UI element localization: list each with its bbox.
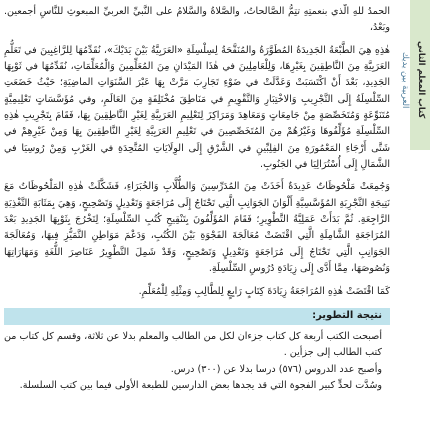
paragraph-opening: الحمدُ للهِ الَّذي بنعمتِهِ تتِمُّ الصَّالحاتُ، والصَّلاةُ والسَّلامُ على النَّبيِّ العربيِّ المبعوثِ للنَّاسِ أجمعين. وبَعْدُ، xyxy=(4,6,390,34)
results-list xyxy=(4,329,390,394)
results-item: وسُدَّت لحدٍّ كبير الفجوة التي قد يجدها بعض الدارسين للطبعة الأولى فيما بين كتب السلسلة. xyxy=(19,379,382,391)
results-section-header xyxy=(4,308,390,325)
paragraph-introduction: هٰذِهِ هِيَ الطَّبْعَةُ الجَدِيدَةُ المُطَوَّرَةُ والمُنَقَّحَةُ لِسِلْسِلَةِ «العَرَبِيَّةُ بَيْنَ يَدَيْكَ»، نُقَدِّمُهَا لِلرَّاغِبِينَ في تَعَلُّمِ العَرَبِيَّةِ مِنَ النَّاطِقِينَ بِغَيْرِهَا، وَلِلْعَامِلِينَ في هٰذَا المَيْدَانِ مِنَ المُعَلِّمِينَ وَالْمُعَلِّمَاتِ، نُقَدِّمُهَا في ثَوْبِهَا الجَدِيدِ، بَعْدَ أَنْ اكْتَسَبَتْ وَعَدَّلَتْ في ضَوْءِ تَجَارِبَ مَرَّتْ بِهَا عَبْرَ السَّنَوَاتِ الماضِيَةِ؛ حَيْثُ خَضَعَتِ السِّلْسِلَةُ إِلَى التَّجْرِيبِ وَالاخْتِبَارِ وَالتَّقْوِيمِ في مَنَاطِقَ مُخْتَلِفَةٍ مِنَ العَالَمِ، وفي مُؤَسَّسَاتٍ تَعْلِيمِيَّةٍ مُتَنَوِّعَةٍ وَمُتَخَصِّصَةٍ مِنْ جَامِعَاتٍ وَمَعَاهِدَ وَمَرَاكِزَ لِتَعْلِيمِ العَرَبِيَّةِ لِغَيْرِ النَّاطِقِينَ بِهَا، فَقَامَ بِتَجْرِيبِ هٰذِهِ السِّلْسِلَةِ مُؤَلِّفُوهَا وَغَيْرُهُمْ مِنَ المُتَخَصِّصِينَ في تَعْلِيمِ العَرَبِيَّةِ لِغَيْرِ النَّاطِقِينَ بِهَا وَمِنْ غَيْرِهِمْ في شَتَّى أَرْجَاءِ المَعْمُورَةِ مِنَ الفِلِبِّينِ في الشَّرْقِ إِلَى الوِلَايَاتِ المُتَّحِدَةِ في الغَرْبِ وَمِنْ رُوسِيَا في الشَّمَالِ إِلَى أُسْتُرَالِيَا في الجَنُوبِ. xyxy=(4,44,390,171)
side-series-label: العربية بين يديك xyxy=(400,51,410,109)
results-item: وأصبح عدد الدروس (٥٧٦) درسا بدلا عن (٣٠٠) درس. xyxy=(170,363,382,375)
results-title: نتيجة التطوير: xyxy=(312,310,382,322)
paragraph-feedback: وَجُمِعَتْ مَلْحُوظَاتٌ عَدِيدَةٌ أَخَذَتْ مِنَ المُدَرِّسِينَ وَالطُّلَّابِ وَالخُبَرَاءِ، فَشَكَّلَتْ هٰذِهِ المَلْحُوظَاتُ مَعَ نَتِيجَةِ التَّجْرِبَةِ المُؤَسَّسِيَّةِ أَلْوَانَ الجَوَانِبِ الَّتِي تَحْتَاجُ إِلَى مُرَاجَعَةٍ وَتَعْدِيلٍ وَتَصْحِيحٍ، وَهِيَ بِمَثَابَةِ التَّغْذِيَةِ الرَّاجِعَةِ. ثُمَّ بَدَأَتْ عَمَلِيَّةُ التَّطْوِيرِ؛ فَقَامَ المُؤَلِّفُونَ بِتَنْقِيحِ كُتُبِ السِّلْسِلَةِ؛ لِتَخْرُجَ بِثَوْبِهَا الجَدِيدِ بَعْدَ المُرَاجَعَةِ الشَّامِلَةِ الَّتِي اقْتَضَتْ مُعَالَجَةَ الفَجْوَةِ بَيْنَ الكُتُبِ، وَدَعْمَ مَوَاطِنِ التَّمَيُّزِ فِيهَا، وَمُعَالَجَةَ الجَوَانِبِ الَّتِي تَحْتَاجُ إِلَى مُرَاجَعَةٍ وَتَعْدِيلٍ وَتَصْحِيحٍ، وَقَدْ شَمِلَ التَّطْوِيرُ عَنَاصِرَ اللُّغَةِ وَمَهَارَاتِهَا وَنُصُوصَهَا، مِمَّا أَدَّى إِلَى زِيَادَةِ دُرُوسِ السِّلْسِلَةِ. xyxy=(4,181,390,275)
preface-text xyxy=(4,4,390,430)
paragraph-fourth-book: كَمَا اقْتَضَتْ هٰذِهِ المُرَاجَعَةُ زِيَادَةَ كِتَابٍ رَابِعٍ لِلطَّالِبِ وَمِثْلِهِ لِلْمُعَلِّمِ. xyxy=(138,285,390,297)
results-item: أصبحت الكتب أربعة كل كتاب جزءان لكل من الطالب والمعلم بدلا عن ثلاثة، وقسم كل كتاب من كتب الطالب إلى جزأين . xyxy=(4,330,382,359)
side-book-label: كتاب المعلم الثاني xyxy=(416,41,426,119)
